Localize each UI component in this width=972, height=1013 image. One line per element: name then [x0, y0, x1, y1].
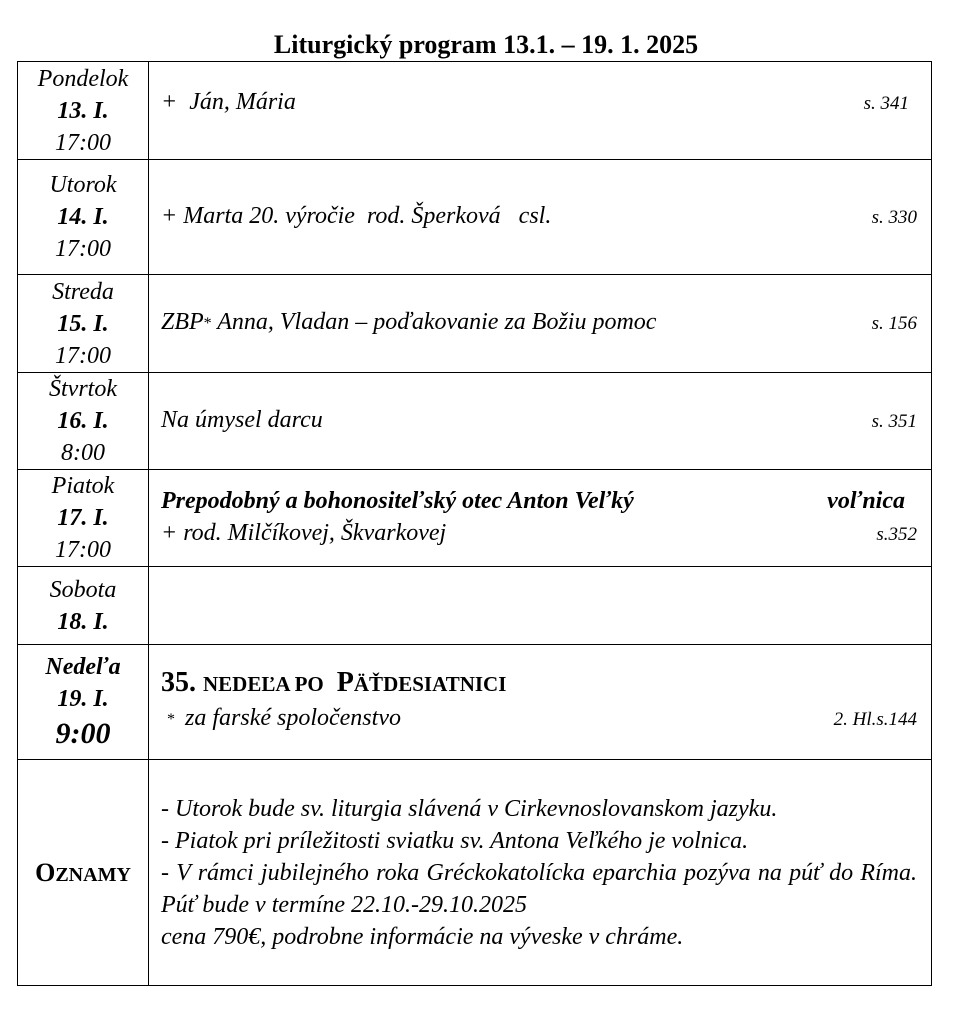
day-date: 15. I.	[57, 310, 109, 337]
day-time: 8:00	[61, 440, 105, 466]
intention-cell	[149, 62, 932, 160]
announcement-item: - Piatok pri príležitosti sviatku sv. Antona Veľkého je volnica.	[161, 827, 749, 854]
page-ref: 2. Hl.s.144	[833, 709, 917, 730]
asterisk-mark: *	[167, 711, 175, 728]
day-date: 14. I.	[57, 204, 109, 230]
day-name: Nedeľa	[45, 654, 121, 680]
table-row	[18, 62, 932, 160]
day-cell	[18, 645, 149, 760]
intention-body: Anna, Vladan – poďakovanie za Božiu pomoc	[211, 309, 657, 335]
intention-cell	[149, 567, 932, 645]
day-time: 9:00	[55, 717, 111, 750]
day-date: 16. I.	[57, 408, 109, 434]
day-cell	[18, 62, 149, 160]
day-name: Štvrtok	[49, 376, 117, 402]
table-row	[18, 373, 932, 470]
day-name: Sobota	[49, 576, 117, 603]
day-cell	[18, 373, 149, 470]
announcements-label-cell	[18, 760, 149, 986]
day-time: 17:00	[55, 129, 111, 156]
day-date: 19. I.	[57, 686, 109, 712]
day-name: Pondelok	[37, 65, 129, 92]
day-name: Streda	[52, 278, 114, 305]
day-cell	[18, 470, 149, 567]
heading-part-a: NEDEĽA PO	[203, 672, 324, 696]
intention-text: + Ján, Mária	[161, 88, 296, 115]
day-name: Utorok	[49, 172, 117, 198]
heading-part-c: ÄŤDESIATNICI	[353, 672, 507, 696]
page-ref: s. 330	[871, 207, 917, 228]
table-row	[18, 567, 932, 645]
announcements-label-rest: ZNAMY	[55, 863, 131, 886]
page-ref: s. 351	[871, 411, 917, 432]
intention-text	[161, 306, 656, 341]
announcement-item: - V rámci jubilejného roka Gréckokatolícka eparchia pozýva na púť do Ríma. Púť bude v termíne 22.10.-29.10.2025	[161, 859, 917, 918]
day-date: 18. I.	[57, 608, 109, 635]
day-date: 13. I.	[57, 97, 109, 124]
table-row	[18, 760, 932, 986]
intention-cell	[149, 160, 932, 275]
announcement-item: - Utorok bude sv. liturgia slávená v Cirkevnoslovanskom jazyku.	[161, 795, 778, 822]
heading-number: 35.	[161, 667, 196, 698]
announcements-cell	[149, 760, 932, 986]
day-date: 17. I.	[57, 505, 109, 531]
announcements-label-first: O	[35, 857, 56, 887]
announcement-item: cena 790€, podrobne informácie na vývesk​e v chráme.	[161, 923, 684, 950]
table-row	[18, 275, 932, 373]
intention-cell	[149, 470, 932, 567]
page-ref: s. 341	[863, 92, 909, 114]
day-cell	[18, 275, 149, 373]
day-time: 17:00	[55, 537, 111, 563]
intention-prefix: ZBP	[161, 309, 204, 335]
intention-cell	[149, 373, 932, 470]
table-row	[18, 160, 932, 275]
intention-body: za farské spoločenstvo	[185, 705, 401, 731]
schedule-table	[17, 61, 932, 986]
heading-part-b: P	[336, 667, 354, 698]
intention-text: Na úmysel darcu	[161, 407, 323, 433]
day-cell	[18, 160, 149, 275]
table-row	[18, 470, 932, 567]
day-cell	[18, 567, 149, 645]
day-name: Piatok	[51, 473, 115, 499]
feast-title: Prepodobný a bohonositeľský otec Anton Veľký	[161, 488, 634, 514]
day-time: 17:00	[55, 236, 111, 262]
intention-text: + rod. Milčíkovej, Škvarkovej	[161, 520, 447, 546]
day-time: 17:00	[55, 342, 111, 369]
intention-text	[161, 702, 401, 737]
table-row	[18, 645, 932, 760]
page-ref: s. 156	[871, 313, 917, 334]
page-title: Liturgický program 13.1. – 19. 1. 2025	[273, 30, 699, 59]
asterisk-mark: *	[203, 315, 212, 332]
page-ref: s.352	[876, 524, 917, 545]
intention-cell	[149, 645, 932, 760]
intention-text: + Marta 20. výročie rod. Šperková csl.	[161, 203, 552, 229]
intention-cell	[149, 275, 932, 373]
feast-note: voľnica	[827, 488, 905, 514]
sunday-heading	[161, 667, 917, 700]
